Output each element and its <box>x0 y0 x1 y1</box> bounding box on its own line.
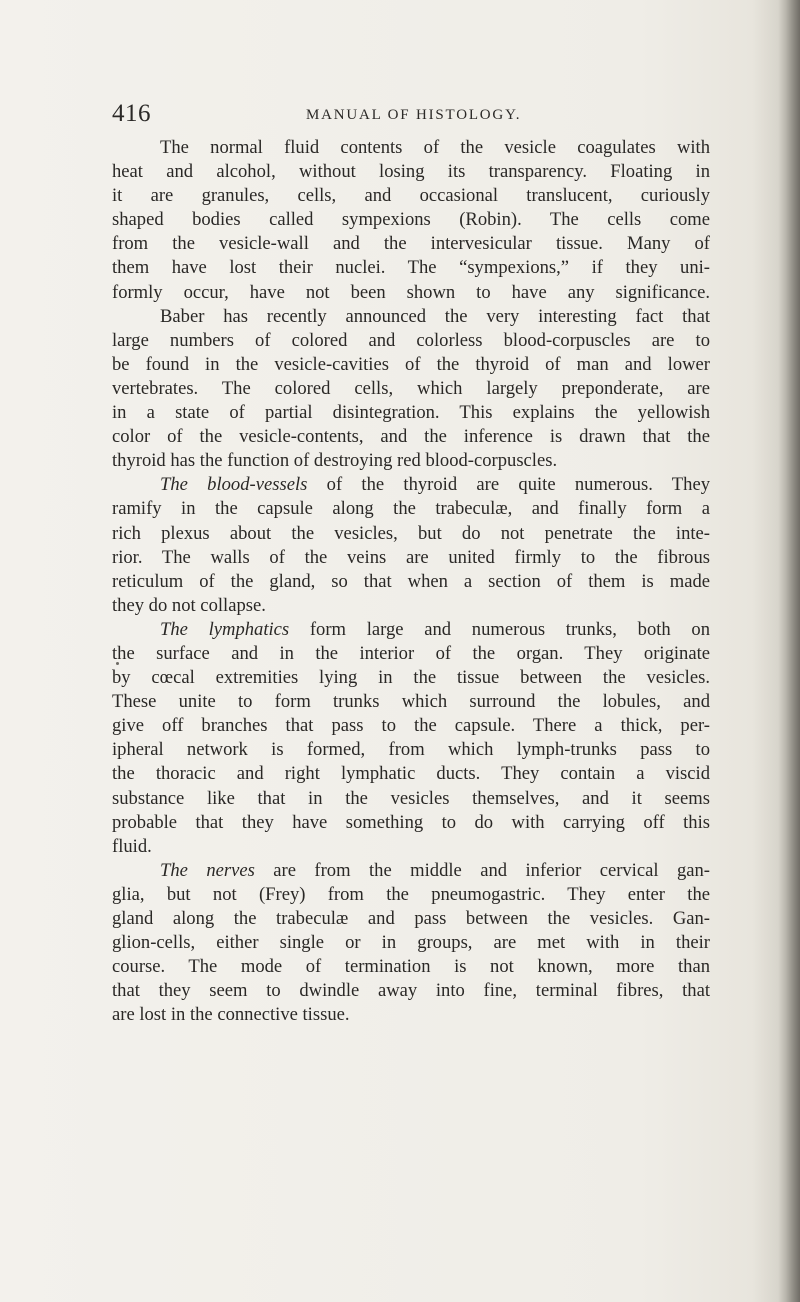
text-line-content: probable that they have something to do with carrying off this <box>112 811 710 833</box>
text-line-content: fluid. <box>112 835 152 857</box>
text-line <box>112 762 710 786</box>
text-line-content: are lost in the connective tissue. <box>112 1004 350 1026</box>
text-line-content: that they seem to dwindle away into fine, terminal fibres, that <box>112 980 710 1002</box>
text-line-content: The normal fluid contents of the vesicle coagulates with <box>160 137 710 158</box>
text-line-content: large numbers of colored and colorless blood-corpuscles are to <box>112 329 710 351</box>
text-line-content: thyroid has the function of destroying red blood-corpuscles. <box>112 450 558 472</box>
text-line-content: glion-cells, either single or in groups, are met with in their <box>112 932 710 954</box>
text-line-content: course. The mode of termination is not known, more than <box>112 956 710 978</box>
text-line-content: from the vesicle-wall and the intervesicular tissue. Many of <box>112 233 710 255</box>
text-line-content: rich plexus about the vesicles, but do not penetrate the inte- <box>112 522 710 544</box>
body-text <box>112 136 710 1027</box>
text-line-content: heat and alcohol, without losing its transparency. Floating in <box>112 161 710 183</box>
text-line <box>112 931 710 955</box>
text-line <box>160 305 710 329</box>
text-line <box>112 522 710 546</box>
text-line <box>112 883 710 907</box>
text-line <box>112 690 710 714</box>
text-line <box>112 738 710 762</box>
text-line-content: it are granules, cells, and occasional translucent, curiously <box>112 185 710 207</box>
text-line-content: ramify in the capsule along the trabeculæ, and finally form a <box>112 498 710 520</box>
text-line <box>112 208 710 232</box>
text-line-content: the thoracic and right lymphatic ducts. They contain a viscid <box>112 763 710 785</box>
text-line-content: glia, but not (Frey) from the pneumogastric. They enter the <box>112 883 710 905</box>
book-spine-shadow <box>778 0 800 1302</box>
text-line <box>112 353 710 377</box>
text-line <box>112 835 710 859</box>
text-line-content: give off branches that pass to the capsule. There a thick, per- <box>112 715 710 737</box>
text-line <box>112 570 710 594</box>
text-line-content: in a state of partial disintegration. This explains the yellowish <box>112 402 710 424</box>
text-line <box>112 787 710 811</box>
running-title: MANUAL OF HISTOLOGY. <box>306 107 522 123</box>
text-line <box>112 425 710 449</box>
text-line-content: form large and numerous trunks, both on <box>289 618 710 640</box>
text-line-content: by cœcal extremities lying in the tissue between the vesicles. <box>112 667 710 689</box>
text-line-content: gland along the trabeculæ and pass between the vesicles. Gan- <box>112 908 710 929</box>
text-line <box>112 401 710 425</box>
text-line-content: shaped bodies called sympexions (Robin). The cells come <box>112 209 710 231</box>
text-line <box>112 907 710 931</box>
section-heading-italic: The blood-vessels <box>160 474 308 496</box>
text-line-content: substance like that in the vesicles themselves, and it seems <box>112 787 710 809</box>
text-line <box>112 329 710 353</box>
text-line <box>160 136 710 160</box>
text-line <box>112 714 710 738</box>
text-line-content: vertebrates. The colored cells, which largely preponderate, are <box>112 377 710 399</box>
text-line-content: color of the vesicle-contents, and the inference is drawn that the <box>112 426 710 448</box>
page-number: 416 <box>112 100 151 127</box>
text-line <box>112 377 710 401</box>
text-line-content: are from the middle and inferior cervical gan- <box>254 859 710 881</box>
text-line-content: rior. The walls of the veins are united firmly to the fibrous <box>112 546 710 568</box>
text-line <box>112 449 710 473</box>
section-heading-italic: The lymphatics <box>160 618 290 640</box>
text-line <box>112 546 710 570</box>
text-line <box>112 232 710 256</box>
text-line <box>160 618 710 642</box>
text-line-content: reticulum of the gland, so that when a section of them is made <box>112 570 710 592</box>
text-line-content: formly occur, have not been shown to have any significance. <box>112 281 710 303</box>
text-line-content: These unite to form trunks which surround the lobules, and <box>112 691 710 713</box>
text-line <box>160 473 710 497</box>
text-line-content: be found in the vesicle-cavities of the thyroid of man and lower <box>112 353 710 375</box>
text-line <box>112 642 710 666</box>
text-line <box>112 666 710 690</box>
text-line <box>112 594 710 618</box>
text-line-content: them have lost their nuclei. The “sympexions,” if they uni- <box>112 257 710 279</box>
text-line <box>112 160 710 184</box>
text-line <box>112 497 710 521</box>
text-line <box>112 979 710 1003</box>
text-line-content: of the thyroid are quite numerous. They <box>307 474 710 496</box>
text-line <box>112 811 710 835</box>
text-line <box>112 184 710 208</box>
text-line <box>112 281 710 305</box>
text-line <box>112 1003 710 1027</box>
text-line-content: they do not collapse. <box>112 594 266 616</box>
text-line-content: the surface and in the interior of the organ. They originate <box>112 642 710 664</box>
page-header <box>112 100 712 136</box>
text-line <box>112 955 710 979</box>
text-line <box>112 256 710 280</box>
section-heading-italic: The nerves <box>160 859 255 881</box>
text-line-content: ipheral network is formed, from which lymph-trunks pass to <box>112 739 710 761</box>
text-line <box>160 859 710 883</box>
text-line-content: Baber has recently announced the very interesting fact that <box>160 305 710 327</box>
